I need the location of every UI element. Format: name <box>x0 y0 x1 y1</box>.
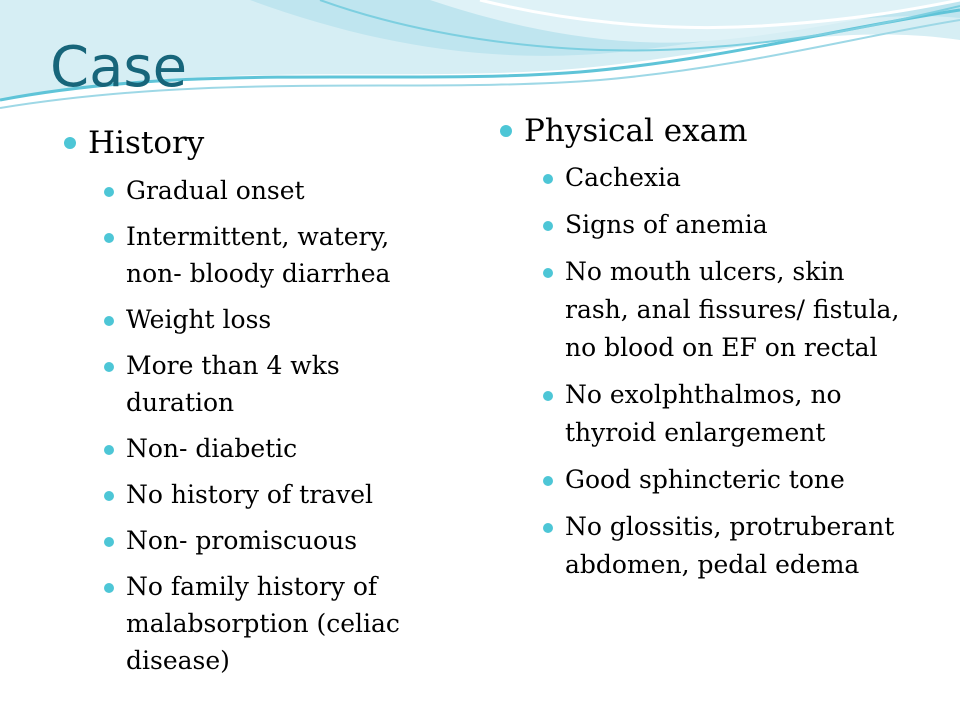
list-item: No exolphthalmos, no thyroid enlargement <box>543 376 900 452</box>
physical-exam-heading: Physical exam <box>524 113 748 149</box>
list-item: No mouth ulcers, skin rash, anal fissures/ fistula, no blood on EF on rectal <box>543 253 900 367</box>
history-column <box>64 124 444 688</box>
bullet-icon <box>543 221 553 231</box>
list-item: Non- diabetic <box>104 430 444 467</box>
list-item: No glossitis, protruberant abdomen, pedal edema <box>543 508 900 584</box>
bullet-icon <box>543 476 553 486</box>
bullet-icon <box>104 583 114 593</box>
list-item: Good sphincteric tone <box>543 461 900 499</box>
bullet-icon <box>104 491 114 501</box>
list-item: No family history of malabsorption (celiac disease) <box>104 568 444 679</box>
bullet-icon <box>104 537 114 547</box>
bullet-icon <box>104 362 114 372</box>
bullet-icon <box>543 523 553 533</box>
bullet-icon <box>543 174 553 184</box>
list-item: Gradual onset <box>104 172 444 209</box>
history-heading: History <box>88 125 205 161</box>
physical-exam-list <box>543 159 900 584</box>
list-item: Intermittent, watery, non- bloody diarrhea <box>104 218 444 292</box>
bullet-icon <box>543 391 553 401</box>
bullet-icon <box>104 445 114 455</box>
bullet-icon <box>64 137 76 149</box>
bullet-icon <box>543 268 553 278</box>
physical-exam-heading-item <box>500 112 900 150</box>
physical-exam-column <box>500 112 900 593</box>
list-item: Signs of anemia <box>543 206 900 244</box>
bullet-icon <box>104 187 114 197</box>
bullet-icon <box>500 125 512 137</box>
history-heading-item <box>64 124 444 162</box>
history-list <box>104 172 444 679</box>
list-item: More than 4 wks duration <box>104 347 444 421</box>
bullet-icon <box>104 316 114 326</box>
slide-title: Case <box>50 35 188 100</box>
bullet-icon <box>104 233 114 243</box>
list-item: No history of travel <box>104 476 444 513</box>
list-item: Cachexia <box>543 159 900 197</box>
list-item: Non- promiscuous <box>104 522 444 559</box>
list-item: Weight loss <box>104 301 444 338</box>
